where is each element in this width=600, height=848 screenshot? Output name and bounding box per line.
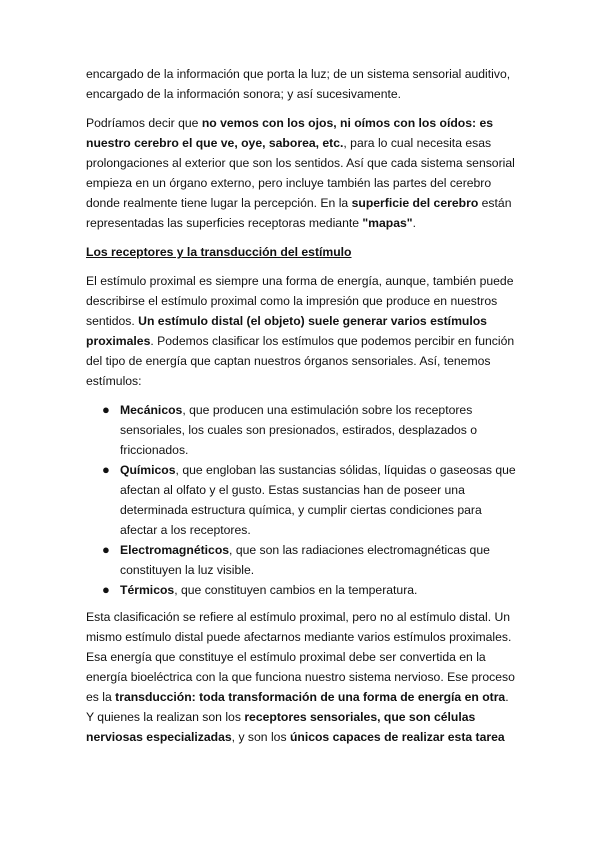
text-run: encargado de la información que porta la luz; de un sistema sensorial auditivo, encargado de la información sonora; y así sucesivamente. (86, 67, 511, 101)
document-body (86, 64, 518, 756)
paragraph-4 (86, 607, 518, 747)
bold-run: receptores sensoriales (244, 710, 378, 724)
bold-run: transducción: toda transformación de una forma de energía en otra (115, 690, 506, 704)
list-item (86, 400, 518, 460)
list-item (86, 460, 518, 540)
list-term: Electromagnéticos (120, 543, 230, 557)
text-run: . (412, 216, 416, 230)
text-run: Esta clasificación se refiere al estímulo proximal, pero no al estímulo distal. Un mismo estímulo distal puede afectarnos mediante varios estímulos proximales. Esa energía que constituye el estímulo proximal debe ser convertida en la energía bioeléctrica con la que funciona nuestro sistema nervioso. Ese proceso es la (86, 610, 515, 704)
bullet-icon: ● (102, 542, 110, 557)
text-run: , para lo cual necesita esas prolongaciones al exterior que son los sentidos. Así que cada sistema sensorial empieza en un órgano externo, pero incluye también las partes del cerebro donde realmente tiene lugar la percepción. En la (86, 136, 515, 210)
section-heading: Los receptores y la transducción del estímulo (86, 245, 352, 259)
text-run: . Podemos clasificar los estímulos que podemos percibir en función del tipo de energía que captan nuestros órganos sensoriales. Así, tenemos estímulos: (86, 334, 515, 388)
list-text: , que constituyen cambios en la temperatura. (174, 583, 418, 597)
bullet-icon: ● (102, 582, 110, 597)
list-term: Térmicos (120, 583, 175, 597)
text-run: , y son los (231, 730, 290, 744)
list-item (86, 580, 518, 600)
bold-run: Un estímulo distal (el objeto) suele generar varios estímulos proximales (86, 314, 487, 348)
bullet-icon: ● (102, 462, 110, 477)
bold-run: superficie del cerebro (351, 196, 479, 210)
bold-run: "mapas" (362, 216, 413, 230)
list-term: Químicos (120, 463, 176, 477)
paragraph-2 (86, 113, 518, 233)
list-text: , que producen una estimulación sobre los receptores sensoriales, los cuales son presionados, estirados, desplazados o friccionados. (120, 403, 478, 457)
list-text: , que son las radiaciones electromagnéticas que constituyen la luz visible. (120, 543, 490, 577)
list-text: , que engloban las sustancias sólidas, líquidas o gaseosas que afectan al olfato y el gusto. Estas sustancias han de poseer una determinada estructura química, y cumplir ciertas condiciones para afectar a los receptores. (120, 463, 516, 537)
paragraph-3 (86, 271, 518, 391)
bold-run: no vemos con los ojos, ni oímos con los oídos: es nuestro cerebro el que ve, oye, saborea, etc. (86, 116, 494, 150)
text-run: están representadas las superficies receptoras mediante (86, 196, 512, 230)
text-run: . Y quienes la realizan son los (86, 690, 509, 724)
text-run: Podríamos decir que (86, 116, 202, 130)
stimulus-type-list (86, 400, 518, 600)
paragraph-1 (86, 64, 518, 104)
bold-run: únicos capaces de realizar esta tarea (289, 730, 505, 744)
bold-run: , que son células nerviosas especializadas (86, 710, 476, 744)
text-run: El estímulo proximal es siempre una forma de energía, aunque, también puede describirse el estímulo proximal como la impresión que produce en nuestros sentidos. (86, 274, 514, 328)
bullet-icon: ● (102, 402, 110, 417)
list-item (86, 540, 518, 580)
list-term: Mecánicos (120, 403, 183, 417)
